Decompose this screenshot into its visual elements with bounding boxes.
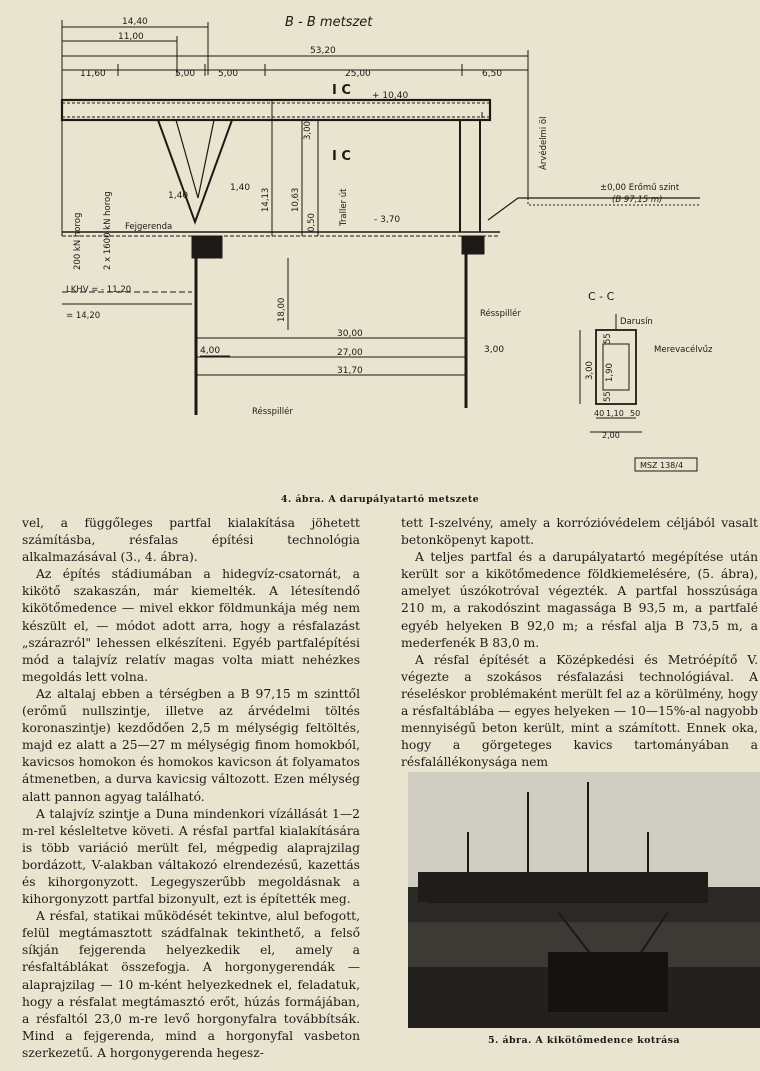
dim-5320: 53,20 xyxy=(310,46,336,56)
dim-140a: 1,40 xyxy=(168,191,189,201)
paragraph: vel, a függőleges partfal kialakítása jöhetett számításba, résfalas építési technológia alkalmazásával (3., 4. ábra). xyxy=(22,516,360,565)
dim-1160: 11,60 xyxy=(80,69,106,79)
cc-dim-300: 3,00 xyxy=(585,361,595,380)
section-cc-title: C - C xyxy=(588,290,615,303)
dim-1800: 18,00 xyxy=(277,297,287,322)
b9715-level: (B 97,15 m) xyxy=(612,195,663,205)
cc-dim-110: 1,10 xyxy=(606,409,624,418)
dim-400: 4,00 xyxy=(200,346,221,356)
cc-dim-50: 50 xyxy=(630,409,641,418)
cc-dim-200: 2,00 xyxy=(602,431,620,440)
cc-dim-55a: 55 xyxy=(603,333,613,344)
dim-1040: + 10,40 xyxy=(372,91,409,101)
arvedelmi-label: Árvédelmi öl xyxy=(539,116,549,170)
paragraph: Az altalaj ebben a térségben a B 97,15 m szinttől (erőmű nullszintje, illetve az árvédelmi töltés koronaszintje) kezdődően 2,5 m mélységig feltöltés, majd ez alatt a 25—27 m mélységig finom homokból, kavicsos homokon és homokos kavicson át folyamatos átmenetben, a durva kavicsig változott. Ezen mélység alatt pannon agyag található. xyxy=(22,686,360,804)
section-bb-title: B - B metszet xyxy=(285,15,373,30)
paragraph: tett I-szelvény, amely a korrózióvédelem céljából vasalt betonköpenyt kapott. xyxy=(401,516,758,548)
ic-label-top: I C xyxy=(332,83,351,98)
msz-stamp: MSZ 138/4 xyxy=(640,461,684,470)
dim-650: 6,50 xyxy=(482,69,503,79)
dim-1440: 14,40 xyxy=(122,17,148,27)
paragraph: A résfal építését a Középkedési és Metróépítő V. végezte a szokásos résfalazási technológiával. A réseléskor problémaként merült fel az a körülmény, hogy a résfaltáblába — egyes helyeken — 10—15%-al nagyobb mennyiségű beton került, mint a számított. Ennek oka, hogy a görgeteges kavics tartományában a résfalállékonysága nem xyxy=(401,652,758,770)
eromu-level: ±0,00 Erőmű szint xyxy=(600,183,680,193)
crane-girder-section-drawing xyxy=(0,0,760,490)
level-1420: = 14,20 xyxy=(66,311,101,321)
merevacel-label: Merevacélvűz xyxy=(654,345,713,355)
traller-label: Traller út xyxy=(339,188,349,226)
dim-300b: 3,00 xyxy=(484,345,505,355)
dim-500a: 5,00 xyxy=(175,69,196,79)
dim-3000: 30,00 xyxy=(337,329,363,339)
text-column-left xyxy=(22,515,360,1062)
respiller-right-label: Résspillér xyxy=(480,309,521,319)
figure-5-caption: 5. ábra. A kikötőmedence kotrása xyxy=(488,1035,680,1046)
dim-3170: 31,70 xyxy=(337,366,363,376)
dim-1100: 11,00 xyxy=(118,32,144,42)
fejgerenda-label: Fejgerenda xyxy=(125,222,173,232)
figure-4-caption: 4. ábra. A darupályatartó metszete xyxy=(280,494,480,505)
lkhv-level: LKHV = - 11,20 xyxy=(66,285,132,295)
paragraph: A talajvíz szintje a Duna mindenkori vízállását 1—2 m-rel késleltetve követi. A résfal partfal kialakítására is több variáció merült fel, mégpedig alaprajzilag bordázott, V-alakban váltakozó elrendezésű, kazettás és kihorgonyzott. Legegyszerűbb megoldásnak a kihorgonyzott partfal bizonyult, ezt is építették meg. xyxy=(22,806,360,907)
paragraph: Az építés stádiumában a hidegvíz-csatornát, a kikötő szakaszán, már kiemelték. A létesítendő kikötőmedence — mivel ekkor földmunkája még nem készült el, — módot adott arra, hogy a résfalazást „szárazról" lehessen elkészíteni. Egyéb partfalépítési mód a talajvíz relatív magas volta miatt nehézkes megoldás lett volna. xyxy=(22,567,360,684)
paragraph: A teljes partfal és a darupályatartó megépítése után került sor a kikötőmedence földkiemelésére, (5. ábra), amelyet úszókotróval végezték. A partfal hosszúsága 210 m, a rakodószint magassága B 93,5 m, a partfalé egyéb helyeken B 92,0 m; a résfal alja B 73,5 m, a mederfenék B 83,0 m. xyxy=(401,550,758,650)
dim-2700: 27,00 xyxy=(337,348,363,358)
dim-500b: 5,00 xyxy=(218,69,239,79)
paragraph: A résfal, statikai működését tekintve, alul befogott, felül megtámasztott szádfalnak tekinthető, a felső síkján fejgerenda helyezkedik el, amely a résfaltáblákat összefogja. A horgonygerendák — alaprajzilag — 10 m-ként helyezkednek el, feladatuk, hogy a résfalat megtámasztó erőt, húzás formájában, a résfaltól 23,0 m-re levő horgonyfalra továbbítsák. Mind a fejgerenda, mind a horgonyfal vasbeton szerkezetű. A horgonygerenda hegesz- xyxy=(22,909,360,1060)
load-label-1600kn: 2 x 1600 kN horog xyxy=(103,191,113,270)
dim-050: 0,50 xyxy=(307,213,317,232)
cc-dim-55b: 55 xyxy=(603,391,613,402)
dim-2500: 25,00 xyxy=(345,69,371,79)
dim-m370: - 3,70 xyxy=(374,215,401,225)
ic-label-bottom: I C xyxy=(332,149,351,164)
dim-1413: 14,13 xyxy=(261,187,271,212)
dim-300a: 3,00 xyxy=(303,121,313,140)
text-column-right xyxy=(401,515,758,771)
darusin-label: Darusín xyxy=(620,317,653,327)
load-label-200kn: 200 kN horog xyxy=(73,212,83,270)
dim-140b: 1,40 xyxy=(230,183,251,193)
cc-dim-190: 1,90 xyxy=(605,363,615,382)
cc-dim-40: 40 xyxy=(594,409,605,418)
dredging-photo xyxy=(408,772,760,1028)
dim-1063: 10,63 xyxy=(291,187,301,212)
respiller-bottom-label: Résspillér xyxy=(252,407,293,417)
